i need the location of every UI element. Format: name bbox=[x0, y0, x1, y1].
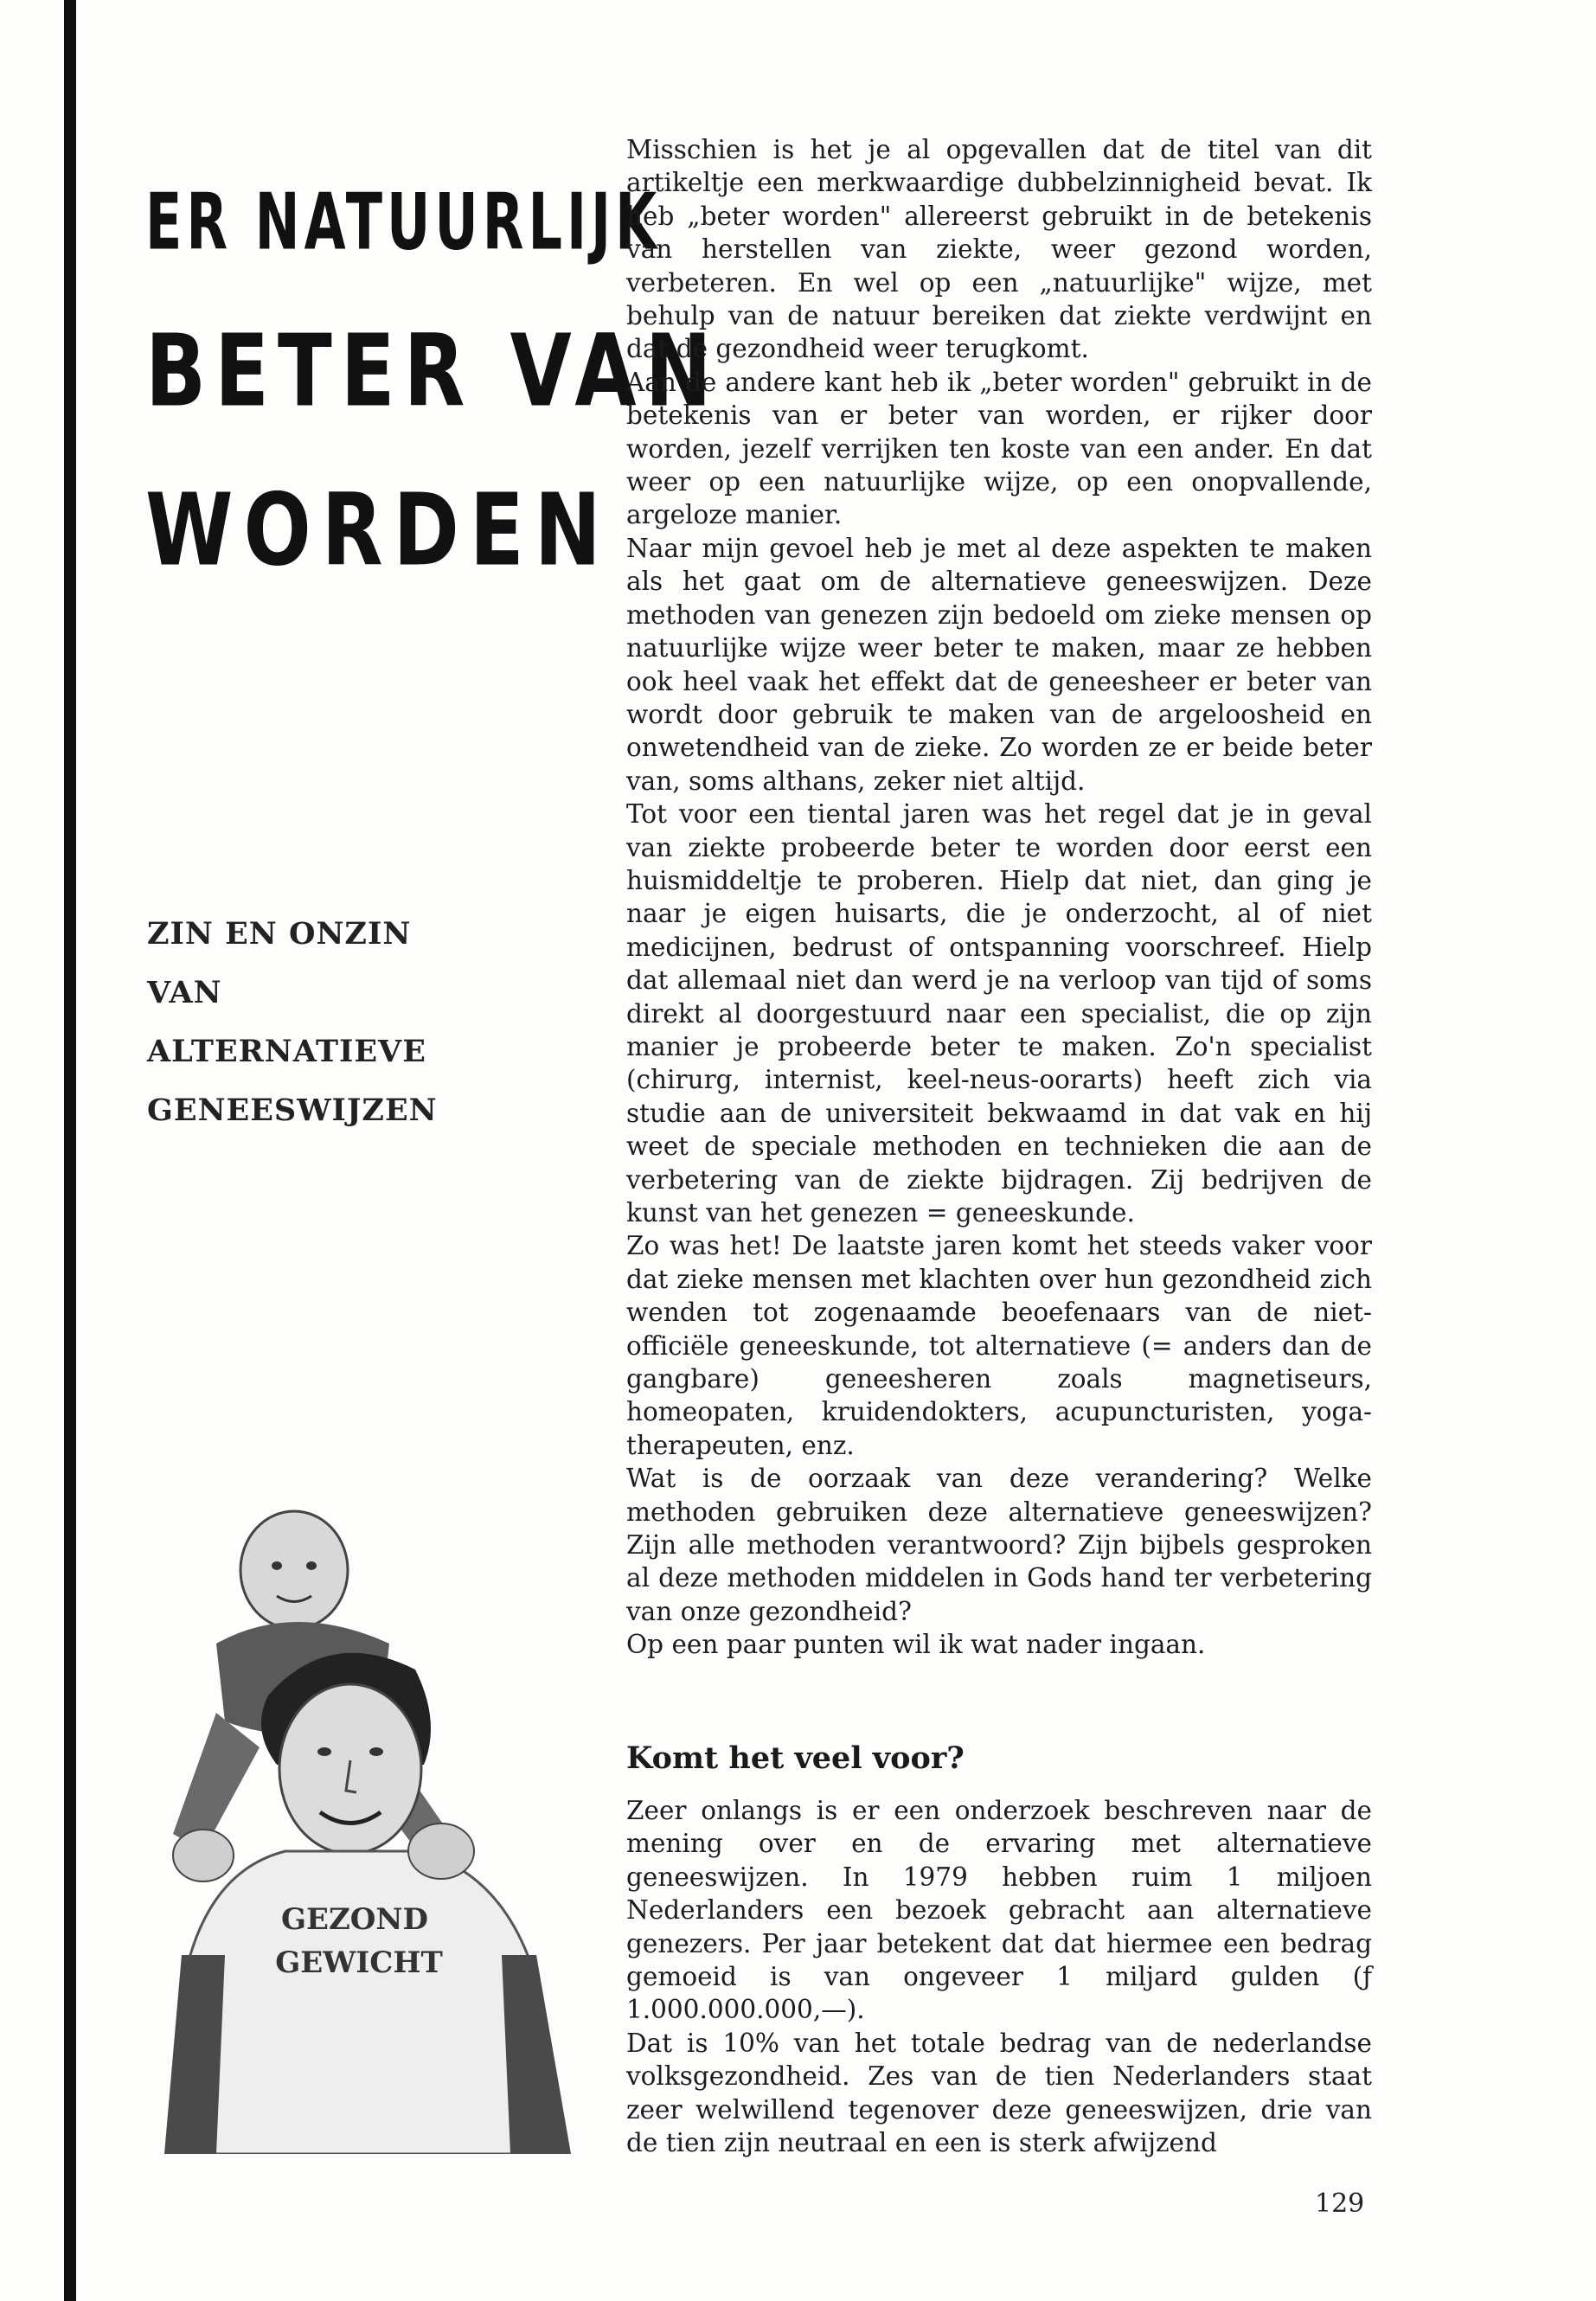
shirt-text-2: GEWICHT bbox=[275, 1945, 443, 1980]
paragraph-9: Dat is 10% van het totale bedrag van de nederlandse volksgezondheid. Zes van de tien Nederlanders staat zeer welwillend tegenover deze geneeswijzen, drie van de tien zijn neutraal en een is sterk afwijzend bbox=[626, 2028, 1372, 2158]
subtitle-line-1: ZIN EN ONZIN bbox=[147, 916, 412, 952]
section-heading: Komt het veel voor? bbox=[626, 1740, 965, 1776]
article-body-top bbox=[626, 133, 1372, 1662]
left-margin-bar bbox=[64, 0, 76, 2301]
article-body-bottom bbox=[626, 1794, 1372, 2159]
title-line-3: WORDEN bbox=[145, 472, 612, 588]
paragraph-4: Tot voor een tiental jaren was het regel dat je in geval van ziekte probeerde beter te worden door eerst een huismiddeltje te proberen. Hielp dat niet, dan ging je naar je eigen huisarts, die je onderzocht, al of niet medicijnen, bedrust of ontspanning voorschreef. Hielp dat allemaal niet dan werd je na verloop van tijd of soms direkt al doorgestuurd naar een specialist, die op zijn manier je probeerde beter te maken. Zo'n specialist (chirurg, internist, keel-neus-oorarts) heeft zich via studie aan de universiteit bekwaamd in dat vak en hij weet de speciale methoden en technieken die aan de verbetering van de ziekte bijdragen. Zij bedrijven de kunst van het genezen = geneeskunde. bbox=[626, 799, 1372, 1227]
subtitle-line-2: VAN bbox=[147, 975, 222, 1010]
title-line-2: BETER VAN bbox=[145, 313, 721, 429]
subtitle-line-4: GENEESWIJZEN bbox=[147, 1093, 438, 1128]
paragraph-7: Op een paar punten wil ik wat nader ingaan. bbox=[626, 1630, 1206, 1660]
paragraph-8: Zeer onlangs is er een onderzoek beschreven naar de mening over en de ervaring met alternatieve geneeswijzen. In 1979 hebben ruim 1 miljoen Nederlanders een bezoek gebracht aan alternatieve genezers. Per jaar betekent dat dat hiermee een bedrag gemoeid is van ongeveer 1 miljard gulden (ƒ 1.000.000.000,—). bbox=[626, 1796, 1372, 2025]
paragraph-1: Misschien is het je al opgevallen dat de titel van dit artikeltje een merkwaardige dubbelzinnigheid bevat. Ik heb „beter worden" allereerst gebruikt in de betekenis van herstellen van ziekte, weer gezond worden, verbeteren. En wel op een „natuurlijke" wijze, met behulp van de natuur bereiken dat ziekte verdwijnt en dat de gezondheid weer terugkomt. bbox=[626, 135, 1372, 364]
subtitle bbox=[147, 905, 528, 1140]
photo-father-and-child bbox=[164, 1471, 571, 2154]
paragraph-2: Aan de andere kant heb ik „beter worden" gebruikt in de betekenis van er beter van worden, er rijker door worden, jezelf verrijken ten koste van een ander. En dat weer op een natuurlijke wijze, op een onopvallende, argeloze manier. bbox=[626, 367, 1372, 530]
photo-illustration bbox=[164, 1471, 571, 2154]
paragraph-5: Zo was het! De laatste jaren komt het steeds vaker voor dat zieke mensen met klachten over hun gezondheid zich wenden tot zogenaamde beoefenaars van de niet-officiële geneeskunde, tot alternatieve (= anders dan de gangbare) geneesheren zoals magnetiseurs, homeopaten, kruidendokters, acupuncturisten, yoga-therapeuten, enz. bbox=[626, 1231, 1372, 1460]
paragraph-6: Wat is de oorzaak van deze verandering? Welke methoden gebruiken deze alternatieve geneeswijzen? Zijn alle methoden verantwoord? Zijn bijbels gesproken al deze methoden middelen in Gods hand ter verbetering van onze gezondheid? bbox=[626, 1464, 1372, 1626]
title-line-1: ER NATUURLIJK bbox=[145, 176, 662, 268]
page-number: 129 bbox=[1315, 2189, 1365, 2219]
subtitle-line-3: ALTERNATIEVE bbox=[147, 1034, 426, 1069]
paragraph-3: Naar mijn gevoel heb je met al deze aspekten te maken als het gaat om de alternatieve geneeswijzen. Deze methoden van genezen zijn bedoeld om zieke mensen op natuurlijke wijze weer beter te maken, maar ze hebben ook heel vaak het effekt dat de geneesheer er beter van wordt door gebruik te maken van de argeloosheid en onwetendheid van de zieke. Zo worden ze er beide beter van, soms althans, zeker niet altijd. bbox=[626, 533, 1372, 796]
shirt-text-1: GEZOND bbox=[281, 1902, 428, 1937]
